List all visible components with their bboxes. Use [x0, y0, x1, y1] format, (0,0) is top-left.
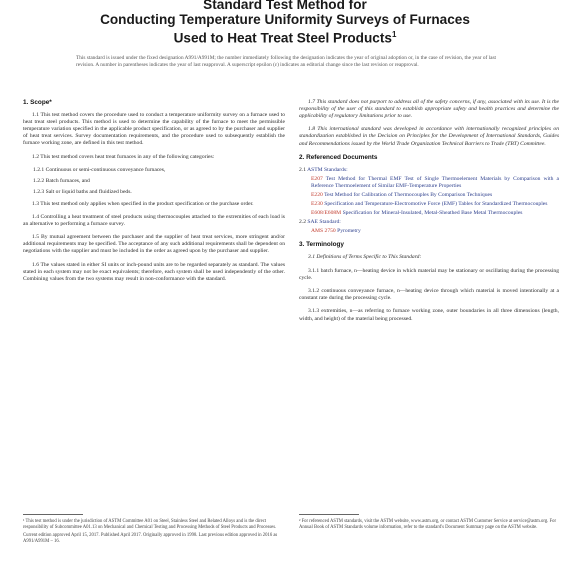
reference-title[interactable]: Specification for Mineral-Insulated, Metal-Sheathed Base Metal Thermocouples — [342, 210, 523, 217]
paragraph-3-1-2: 3.1.2 continuous conveyance furnace, n—heating device through which material is moved intentionally at a constant rate during the processing cycle. — [299, 288, 559, 302]
footnote-edition: Current edition approved April 15, 2017. Published April 2017. Originally approved in 1998. Last previous edition approved in 2016 as A991/A991M – 16. — [23, 533, 278, 544]
section-heading-scope: 1. Scope* — [23, 99, 52, 106]
reference-id[interactable]: E220 — [311, 192, 323, 199]
reference-title[interactable]: Specification and Temperature-Electromotive Force (EMF) Tables for Standardized Thermocouples — [324, 201, 548, 208]
paragraph-3-1: 3.1 Definitions of Terms Specific to This Standard: — [308, 254, 422, 261]
paragraph-1-2-3: 1.2.3 Salt or liquid baths and fluidized beds. — [33, 189, 132, 196]
sae-standard-link[interactable]: SAE Standard: — [307, 219, 341, 226]
right-column — [299, 99, 559, 329]
footnote-2: ² For referenced ASTM standards, visit the ASTM website, www.astm.org, or contact ASTM Customer Service at service@astm.org. For Annual Book of ASTM Standards volume information, refer to the standard's Document Summary page on the ASTM website. — [299, 519, 557, 530]
paragraph-1-2-2: 1.2.2 Batch furnaces, and — [33, 178, 90, 185]
paragraph-1-1: 1.1 This test method covers the procedure used to conduct a temperature uniformity survey on a furnace used to heat treat steel products. This method is used to determine the capability of the furnace to meet the permissible temperature variation specified in the applicable product specification, or as agreed to by the purchaser and supplier of heat treat services. Survey documentation requirements, and the procedure used to subsequently establish the furnace working zone, are defined in this test method. — [23, 112, 285, 147]
paragraph-3-1-3: 3.1.3 extremities, n—as referring to furnace working zone, outer boundaries in all three dimensions (length, width, and height) of the material being processed. — [299, 308, 559, 322]
section-heading-referenced-documents: 2. Referenced Documents — [299, 153, 378, 161]
paragraph-1-3: 1.3 This test method only applies when specified in the product specification or the purchase order. — [32, 200, 254, 207]
title-line-2: Conducting Temperature Uniformity Surveys of Furnaces — [100, 12, 470, 27]
reference-id[interactable]: E608/E608M — [311, 210, 342, 217]
title-line-1: Standard Test Method for — [203, 0, 367, 12]
footnote-rule-right — [299, 514, 359, 515]
reference-id[interactable]: E230 — [311, 201, 323, 208]
paragraph-1-4: 1.4 Controlling a heat treatment of steel products using thermocouples attached to the extremities of each load is an alternative to performing a furnace survey. — [23, 213, 285, 228]
footnote-rule-left — [23, 514, 83, 515]
ref-2-2 — [299, 219, 559, 226]
footnotes-right — [299, 519, 559, 531]
paragraph-1-2: 1.2 This test method covers heat treat furnaces in any of the following categories: — [32, 153, 215, 160]
paragraph-1-5: 1.5 By mutual agreement between the purchaser and the supplier of heat treat services, more stringent and/or additional requirements may be specified. The acceptance of any such additional requirements shall be dependent on negotiations with the supplier and must be included in the order as agreed upon by the purchaser and supplier. — [23, 234, 285, 255]
paragraph-1-8: 1.8 This international standard was developed in accordance with internationally recognized principles on standardization established in the Decision on Principles for the Development of International Standards, Guides and Recommendations issued by the World Trade Organization Technical Barriers to Trade (TBT) Committee. — [299, 126, 559, 147]
reference-item-ams[interactable] — [299, 228, 559, 235]
title-line-3 — [0, 27, 570, 46]
reference-item[interactable] — [299, 210, 559, 217]
reference-item[interactable] — [299, 192, 559, 199]
ref-2-1-label: 2.1 — [299, 166, 306, 173]
ref-2-2-label: 2.2 — [299, 219, 306, 226]
reference-title[interactable]: Test Method for Calibration of Thermocouples By Comparison Techniques — [324, 192, 493, 199]
ref-2-1 — [299, 167, 559, 174]
reference-title[interactable]: Test Method for Thermal EMF Test of Single Thermoelement Materials by Comparison with a Reference Thermoelement of Similar EMF-Temperature Properties — [311, 175, 559, 190]
reference-id[interactable]: AMS 2750 — [311, 228, 336, 235]
document-title — [0, 0, 570, 46]
paragraph-3-1-1: 3.1.1 batch furnace, n—heating device in which material may be stationary or oscillating during the processing cycle. — [299, 267, 559, 281]
astm-standards-link[interactable]: ASTM Standards: — [307, 166, 348, 173]
reference-id[interactable]: E207 — [311, 175, 323, 182]
left-column — [23, 99, 285, 289]
footnotes-left — [23, 519, 285, 545]
designation-preamble: This standard is issued under the fixed designation A991/A991M; the number immediately following the designation indicates the year of original adoption or, in the case of revision, the year of last revision. A number in parentheses indicates the year of last reapproval. A superscript epsilon (ε) indicates an editorial change since the last revision or reapproval. — [76, 55, 496, 68]
reference-title[interactable]: Pyrometry — [337, 228, 361, 235]
reference-item[interactable] — [299, 201, 559, 208]
title-footnote-marker: 1 — [391, 30, 397, 39]
reference-item[interactable] — [299, 176, 559, 190]
paragraph-1-6: 1.6 The values stated in either SI units or inch-pound units are to be regarded separately as standard. The values stated in each system may not be exact equivalents; therefore, each system shall be used independently of the other. Combining values from the two systems may result in non-conformance with the standard. — [23, 261, 285, 282]
paragraph-1-2-1: 1.2.1 Continuous or semi-continuous conveyance furnaces, — [33, 166, 166, 173]
paragraph-1-7: 1.7 This standard does not purport to address all of the safety concerns, if any, associated with its use. It is the responsibility of the user of this standard to establish appropriate safety and health practices and determine the applicability of regulatory limitations prior to use. — [299, 99, 559, 120]
title-line-3-text: Used to Heat Treat Steel Products — [173, 30, 392, 46]
section-heading-terminology: 3. Terminology — [299, 241, 344, 249]
footnote-1: ¹ This test method is under the jurisdiction of ASTM Committee A01 on Steel, Stainless Steel and Related Alloys and is the direct responsibility of Subcommittee A01.13 on Mechanical and Chemical Testing and Processing Methods of Steel Products and Processes. — [23, 519, 277, 530]
